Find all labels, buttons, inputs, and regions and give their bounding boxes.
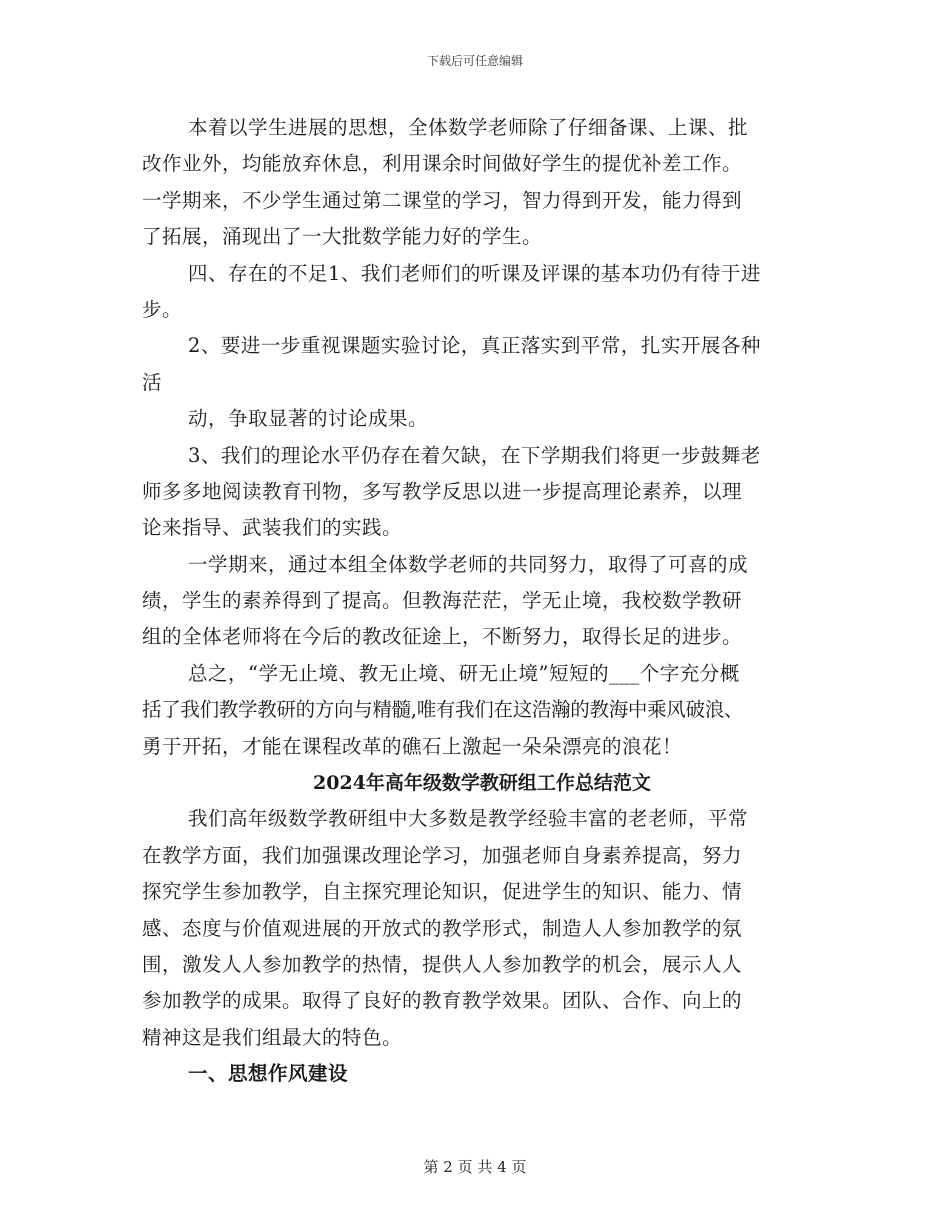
paragraph-line: 动，争取显著的讨论成果。 (188, 407, 429, 431)
paragraph-line: 括了我们教学教研的方向与精髓,唯有我们在这浩瀚的教海中乘风破浪、 (142, 698, 744, 722)
paragraph-line: 精神这是我们组最大的特色。 (142, 1025, 403, 1049)
paragraph-line: 勇于开拓，才能在课程改革的礁石上激起一朵朵漂亮的浪花！ (142, 734, 683, 758)
paragraph-line: 改作业外，均能放弃休息，利用课余时间做好学生的提优补差工作。 (142, 152, 743, 176)
paragraph-line: 一学期来，通过本组全体数学老师的共同努力，取得了可喜的成 (188, 552, 749, 576)
page-footer: 第 2 页 共 4 页 (423, 1158, 527, 1176)
paragraph-line: 步。 (142, 297, 183, 321)
paragraph-line: 3、我们的理论水平仍存在着欠缺，在下学期我们将更一步鼓舞老 (188, 443, 761, 467)
paragraph-line: 了拓展，涌现出了一大批数学能力好的学生。 (142, 225, 543, 249)
section-title: 2024年高年级数学教研组工作总结范文 (313, 772, 651, 795)
paragraph-line: 论来指导、武装我们的实践。 (142, 516, 403, 540)
paragraph-line: 活 (142, 370, 163, 394)
paragraph-line: 感、态度与价值观进展的开放式的教学形式，制造人人参加教学的氛 (142, 916, 743, 940)
paragraph-line: 总之，“学无止境、教无止境、研无止境”短短的___个字充分概 (188, 661, 740, 685)
paragraph-line: 探究学生参加教学，自主探究理论知识，促进学生的知识、能力、情 (142, 880, 743, 904)
paragraph-line: 在教学方面，我们加强课改理论学习，加强老师自身素养提高，努力 (142, 843, 743, 867)
paragraph-line: 围，激发人人参加教学的热情，提供人人参加教学的机会，展示人人 (142, 952, 743, 976)
page-header: 下载后可任意编辑 (426, 54, 523, 68)
paragraph-line: 参加教学的成果。取得了良好的教育教学效果。团队、合作、向上的 (142, 989, 743, 1013)
paragraph-line: 四、存在的不足1、我们老师们的听课及评课的基本功仍有待于进 (188, 261, 761, 285)
document-body (142, 110, 822, 1093)
paragraph-line: 绩，学生的素养得到了提高。但教海茫茫，学无止境，我校数学教研 (142, 589, 743, 613)
paragraph-line: 本着以学生进展的思想，全体数学老师除了仔细备课、上课、批 (188, 116, 749, 139)
paragraph-line: 一学期来，不少学生通过第二课堂的学习，智力得到开发，能力得到 (142, 188, 743, 212)
paragraph-line: 组的全体老师将在今后的教改征途上，不断努力，取得长足的进步。 (142, 625, 743, 649)
paragraph-line: 师多多地阅读教育刊物，多写教学反思以进一步提高理论素养，以理 (142, 479, 743, 503)
subsection-heading: 一、思想作风建设 (188, 1062, 349, 1086)
paragraph-line: 2、要进一步重视课题实验讨论，真正落实到平常，扎实开展各种 (188, 334, 761, 358)
paragraph-line: 我们高年级数学教研组中大多数是教学经验丰富的老老师，平常 (188, 807, 749, 831)
